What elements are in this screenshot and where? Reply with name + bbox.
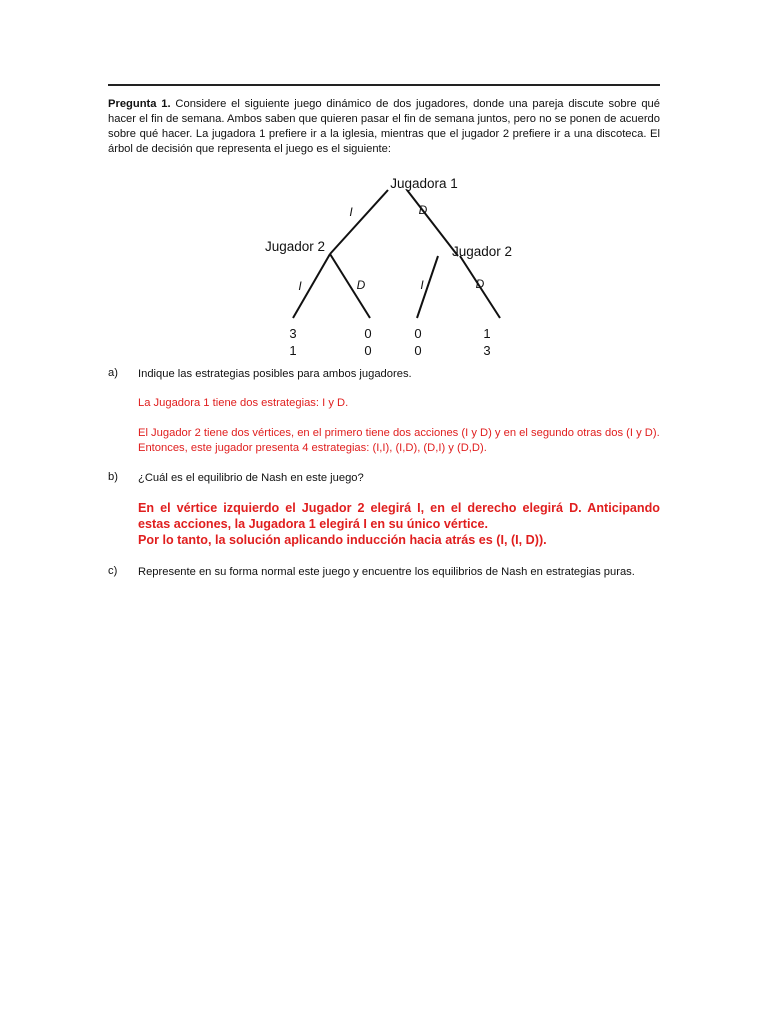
payoff-value: 0 <box>414 343 422 358</box>
payoff-value: 0 <box>364 326 372 341</box>
item-label-b: b) <box>108 471 118 483</box>
tree-root-label: Jugadora 1 <box>390 176 458 191</box>
tree-branch-label: I <box>420 278 424 292</box>
tree-branch-label: D <box>356 278 366 292</box>
tree-edge-root-right <box>407 190 458 256</box>
tree-branch-label: I <box>298 279 302 293</box>
game-tree <box>0 0 768 370</box>
payoff-value: 0 <box>414 326 422 341</box>
payoff-value: 0 <box>364 343 372 358</box>
payoff-value: 3 <box>483 343 491 358</box>
answer-a-player1: La Jugadora 1 tiene dos estrategias: I y D. <box>138 397 349 409</box>
item-text-c: Represente en su forma normal este juego y encuentre los equilibrios de Nash en estrategias puras. <box>138 566 635 578</box>
tree-branch-label: D <box>475 277 485 291</box>
tree-edge-root-left <box>330 190 388 254</box>
question-number: Pregunta 1. <box>108 98 171 110</box>
tree-branch-label: D <box>418 203 428 217</box>
answer-b-conclusion: Por lo tanto, la solución aplicando inducción hacia atrás es (I, (I, D)). <box>138 533 547 547</box>
payoff-value: 1 <box>483 326 491 341</box>
item-text-a: Indique las estrategias posibles para ambos jugadores. <box>138 368 412 380</box>
item-label-c: c) <box>108 565 118 577</box>
tree-left-node-label: Jugador 2 <box>264 239 326 254</box>
tree-right-node-label: Jugador 2 <box>451 244 513 259</box>
item-label-a: a) <box>108 367 118 379</box>
question-statement: Considere el siguiente juego dinámico de dos jugadores, donde una pareja discute sobre qué hacer el fin de semana. Ambos saben que quieren pasar el fin de semana juntos, pero no se ponen de acuerdo sobre qué hacer. La jugadora 1 prefiere ir a la iglesia, mientras que el jugador 2 prefiere ir a una discoteca. El árbol de decisión que representa el juego es el siguiente: <box>108 98 660 155</box>
answer-b: En el vértice izquierdo el Jugador 2 elegirá I, en el derecho elegirá D. Anticipando estas acciones, la Jugadora 1 elegirá I en su único vértice. <box>138 501 660 531</box>
payoff-value: 1 <box>289 343 297 358</box>
item-text-b: ¿Cuál es el equilibrio de Nash en este juego? <box>138 472 364 484</box>
answer-a-player2: El Jugador 2 tiene dos vértices, en el primero tiene dos acciones (I y D) y en el segundo otras dos (I y D). Entonces, este jugador presenta 4 estrategias: (I,I), (I,D), (D,I) y (D,D). <box>138 427 660 454</box>
tree-branch-label: I <box>349 205 353 219</box>
payoff-value: 3 <box>289 326 297 341</box>
